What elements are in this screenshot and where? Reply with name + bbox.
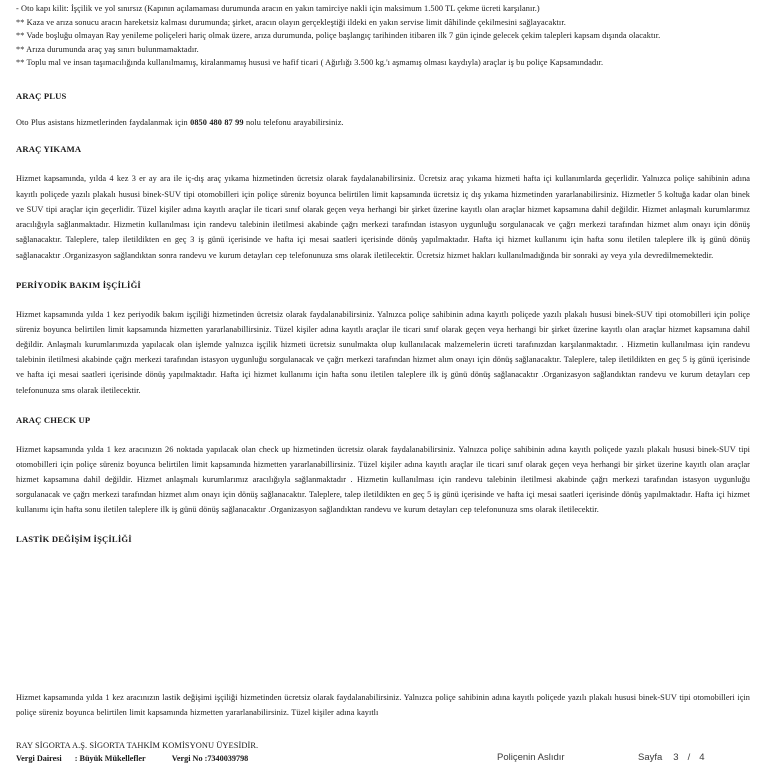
section-body-arac-yikama: Hizmet kapsamında, yılda 4 kez 3 er ay ara ile iç-dış araç yıkama hizmetinden ücretsiz olarak faydalanabilirsiniz. Ücretsiz araç yıkama hizmeti hafta içi kullanımlarda geçerlidir. Yalnızca poliçe sahibinin adına kayıtlı poliçede yazılı plakalı hususi binek-SUV tipi otomobilleri için poliçe süreniz boyunca belirtilen limit kapsamında ücretsiz iç dış yıkama hizmetinden yararlanabilirsiniz. Hizmetler 5 koltuğa kadar olan binek ve SUV tipi araçlar için geçerlidir. Tüzel kişiler adına kayıtlı araçlar ile ticari sınıf olarak geçen veya herhangi bir şirket üzerine kayıtlı olan araçlar hizmet kapsamına dahil değildir. Hizmet anlaşmalı kurumlarımız aracılığıyla sağlanmaktadır. Hizmetin kullanılması için randevu talebinin iletilmesi akabinde çağrı merkezi tarafından istasyon uygunluğu sorgulanacak ve çağrı merkezi tarafından hizmet alım onayı için dönüş sağlanacaktır. Taleplere, talep iletildikten en geç 3 iş günü içerisinde ve hafta içi mesai saatleri içerisinde dönüş yapılmaktadır. Hafta içi hizmet kullanımı için hafta sonu iletilen taleplere ilk iş günü dönüş sağlanacaktır .Organizasyon sağlandıktan sonra randevu ve kurum detayları cep telefonunuza sms olarak iletilecektir. Ücretsiz hizmet hakları kullanılmadığında bir sonraki ay veya yıla devredilmemektedir. xyxy=(16,174,750,260)
note-line-4: ** Arıza durumunda araç yaş sınırı bulunmamaktadır. xyxy=(16,44,199,54)
section-heading-periyodik-bakim: PERİYODİK BAKIM İŞÇİLİĞİ xyxy=(16,280,141,291)
section-heading-arac-check-up: ARAÇ CHECK UP xyxy=(16,414,91,425)
note-line-3: ** Vade boşluğu olmayan Ray yenileme poliçeleri hariç olmak üzere, arıza durumunda, poliçe başlangıç tarihinden itibaren ilk 7 gün içinde gelecek çekim talepleri kapsam dışında olacaktır. xyxy=(16,31,661,41)
page-number-total: 4 xyxy=(699,752,705,763)
footer-company-line: RAY SİGORTA A.Ş. SİGORTA TAHKİM KOMİSYONU ÜYESİDİR. xyxy=(16,741,259,750)
page-number-current: 3 xyxy=(673,752,679,763)
tax-no-value: 7340039798 xyxy=(207,754,249,763)
note-line-1: - Oto kapı kilit: İşçilik ve yol sınırsız (Kapının açılamaması durumunda aracın en yakın tamirciye nakli için maksimum 1.500 TL çekme ücreti karşılanır.) xyxy=(16,4,540,13)
assistance-phone-number: 0850 480 87 99 xyxy=(190,117,244,127)
section-body-arac-check-up: Hizmet kapsamında yılda 1 kez aracınızın 26 noktada yapılacak olan check up hizmetinden ücretsiz olarak faydalanabilirsiniz. Yalnızca poliçe sahibinin adına kayıtlı poliçede yazılı plakalı hususi binek-SUV tipi otomobilleri için poliçe süreniz boyunca belirtilen limit kapsamında hizmetten yararlanabillirsiniz. Tüzel kişiler adına kayıtlı araçlar ile ticari sınıf olarak geçen veya herhangi bir şirket üzerine kayıtlı olan araçlar hizmet kapsamına dahil değildir. Hizmet anlaşmalı kurumlarımız aracılığıyla sağlanmaktadır . Hizmetin kullanılması için randevu talebinin iletilmesi akabinde çağrı merkezi tarafından istasyon uygunluğu sorgulanacak ve çağrı merkezi tarafından hizmet alım onayı için dönüş sağlanacaktır. Taleplere, talep iletildikten en geç 5 iş günü içerisinde ve hafta içi mesai saatleri içerisinde dönüş yapılmaktadır. Hafta içi hizmet kullanımı için hafta sonu iletilen taleplere ilk iş günü dönüş sağlanacaktır .Organizasyon sağlandıktan randevu ve kurum detayları cep telefonunuza sms olarak iletilecektir. xyxy=(16,444,750,514)
page-footer xyxy=(0,740,768,768)
arac-plus-text-prefix: Oto Plus asistans hizmetlerinden faydalanmak için xyxy=(16,117,191,127)
section-body-periyodik-bakim: Hizmet kapsamında yılda 1 kez periyodik bakım işçiliği hizmetinden ücretsiz olarak faydalanabilirsiniz. Yalnızca poliçe sahibinin adına kayıtlı poliçede yazılı plakalı hususi binek-SUV tipi otomobilleri için poliçe süreniz boyunca belirtilen limit kapsamında hizmetten yararlanabillirsiniz. Tüzel kişiler adına kayıtlı araçlar ile ticari sınıf olarak geçen veya herhangi bir şirket üzerine kayıtlı olan araçlar hizmet kapsamına dahil değildir. Anlaşmalı kurumlarımızda yapılacak olan işlemde yalnızca işçilik hizmeti ücretsiz sunulmakta olup kullanılacak malzemelerin ücreti tarafınızdan karşılanmaktadır. . Hizmetin kullanılması için randevu talebinin iletilmesi akabinde çağrı merkezi tarafından istasyon uygunluğu sorgulanacak ve çağrı merkezi tarafından hizmet alım onayı için dönüş sağlanacaktır. Taleplere, talep iletildikten en geç 5 iş günü içerisinde ve hafta içi mesai saatleri içerisinde dönüş yapılmaktadır. Hafta içi hizmet kullanımı için hafta sonu iletilen taleplere ilk iş günü dönüş sağlanacaktır .Organizasyon sağlandıktan randevu ve kurum detayları cep telefonunuza sms olarak iletilecektir. xyxy=(16,310,750,395)
note-line-2: ** Kaza ve arıza sonucu aracın hareketsiz kalması durumunda; şirket, aracın olayın gerçekleştiği ildeki en yakın servise limit dâhilinde çekilmesini sağlayacaktır. xyxy=(16,17,566,27)
top-notes-block xyxy=(16,2,750,70)
section-heading-arac-plus: ARAÇ PLUS xyxy=(16,90,67,101)
spacer xyxy=(16,130,750,143)
spacer xyxy=(16,70,750,90)
spacer xyxy=(16,155,750,171)
spacer xyxy=(16,263,750,279)
section-body-arac-plus xyxy=(16,115,750,130)
original-policy-stamp: Poliçenin Aslıdır xyxy=(497,752,565,763)
spacer xyxy=(16,291,750,307)
spacer xyxy=(16,398,750,414)
note-line-5: ** Toplu mal ve insan taşımacılığında kullanılmamış, kiralanmamış hususi ve hafif ticari ( Ağırlığı 3.500 kg.'ı aşmamış olması kaydıyla) araçlar iş bu poliçe Kapsamındadır. xyxy=(16,58,604,68)
section-heading-arac-yikama: ARAÇ YIKAMA xyxy=(16,144,82,155)
spacer xyxy=(16,517,750,533)
footer-tax-line xyxy=(16,753,248,764)
spacer xyxy=(16,102,750,115)
page-label: Sayfa xyxy=(638,752,663,763)
tax-office-label: Vergi Dairesi xyxy=(16,754,62,763)
tax-office-value: : Büyük Mükellefler xyxy=(74,754,146,763)
page-indicator xyxy=(638,752,705,763)
section-heading-lastik-degisim: LASTİK DEĞİŞİM İŞÇİLİĞİ xyxy=(16,534,132,545)
section-body-lastik-degisim-clip xyxy=(16,690,750,732)
arac-plus-text-suffix: nolu telefonu arayabilirsiniz. xyxy=(243,117,344,127)
tax-no-label: Vergi No : xyxy=(171,754,208,763)
section-body-lastik-degisim: Hizmet kapsamında yılda 1 kez aracınızın lastik değişimi işçiliği hizmetinden ücretsiz olarak faydalanabilirsiniz. Yalnızca poliçe sahibinin adına kayıtlı poliçede yazılı plakalı hususi binek-SUV tipi otomobilleri için poliçe süreniz boyunca belirtilen limit kapsamında hizmetten yararlanabilirsiniz. Tüzel kişiler adına kayıtlı xyxy=(16,693,750,718)
spacer xyxy=(16,426,750,442)
page-separator: / xyxy=(687,752,691,763)
page-content xyxy=(16,2,750,545)
